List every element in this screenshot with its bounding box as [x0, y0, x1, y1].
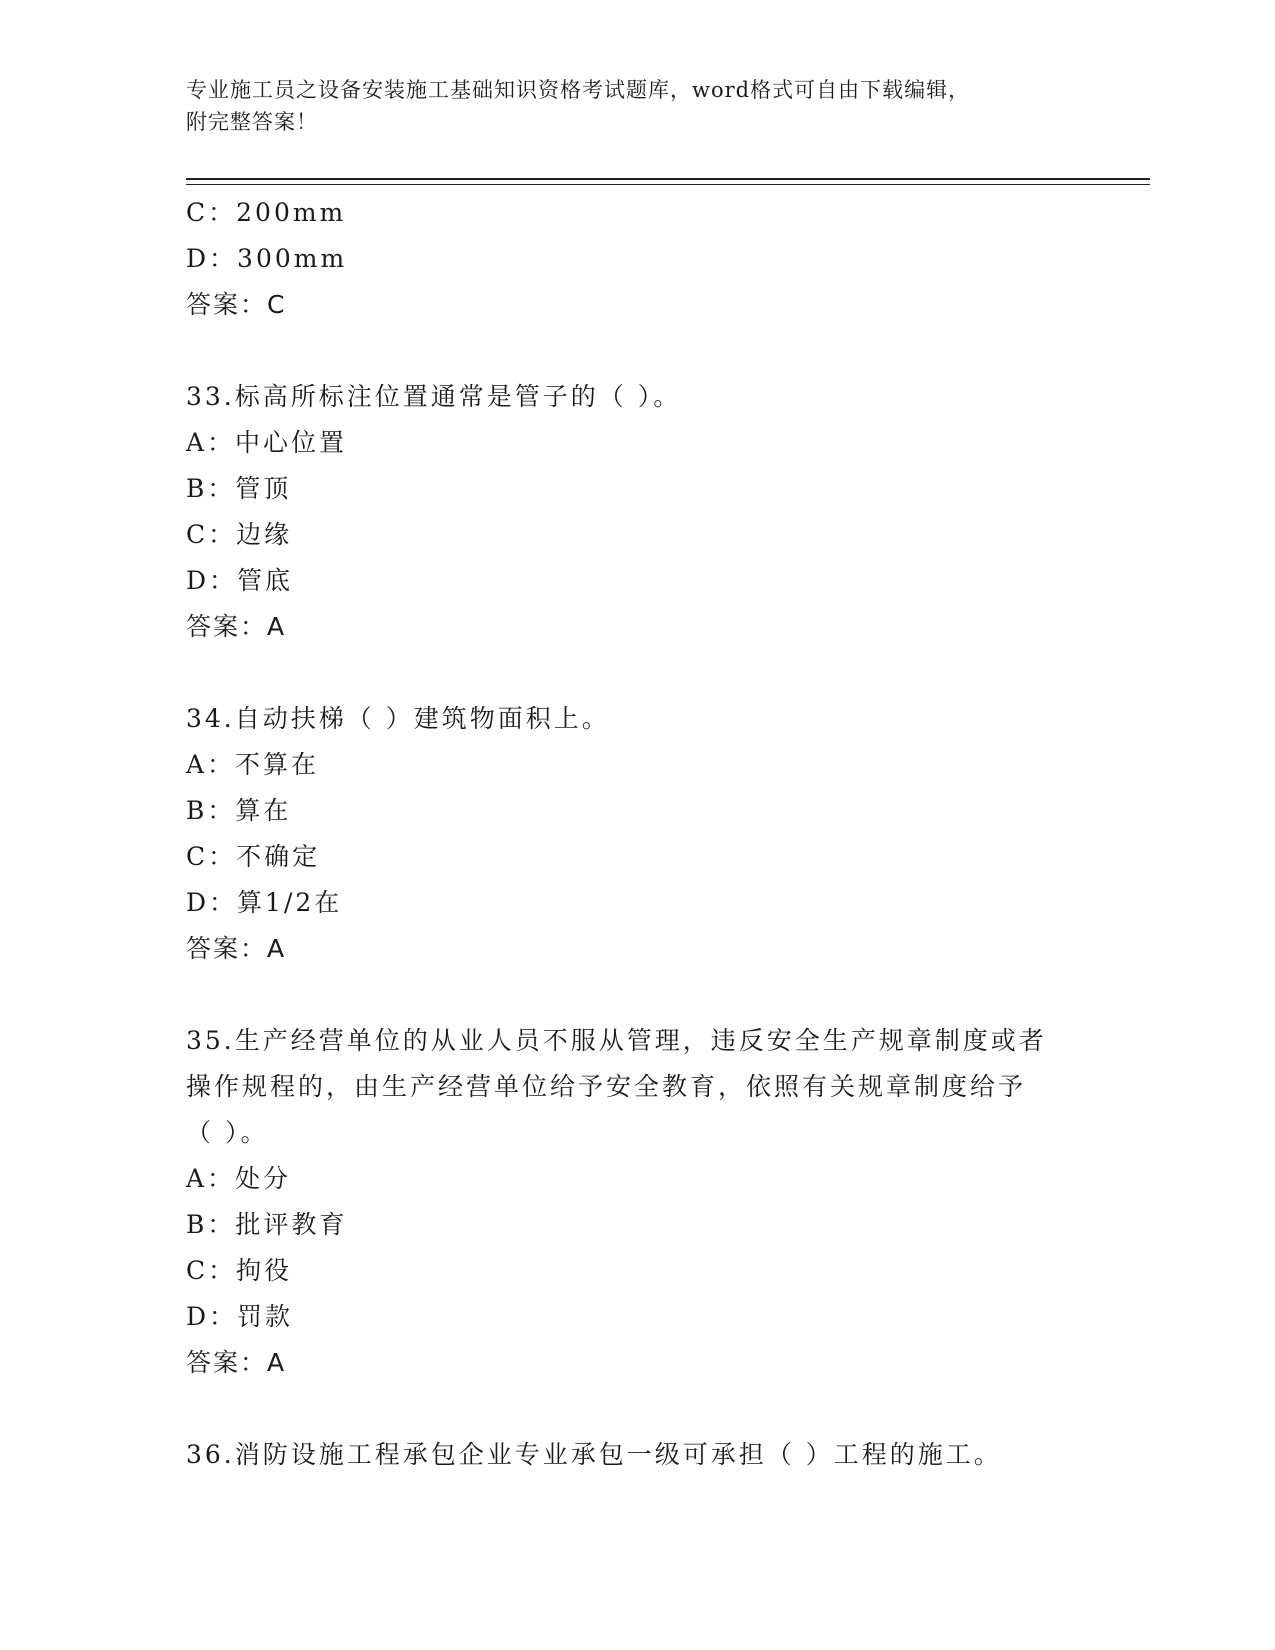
- option-d: D：罚款: [186, 1302, 294, 1331]
- header-rule-thin: [186, 184, 1150, 185]
- question-stem: 33.标高所标注位置通常是管子的（ ）。: [186, 382, 682, 411]
- option-a: A：处分: [186, 1164, 292, 1193]
- spacer: [186, 1386, 1106, 1432]
- option-a: A：中心位置: [186, 428, 348, 457]
- answer-line: 答案：A: [186, 934, 287, 963]
- question-34: [186, 696, 1106, 972]
- option-d: D：管底: [186, 566, 294, 595]
- header-line-2: 附完整答案！: [186, 110, 318, 134]
- question-list: [186, 190, 1106, 1478]
- option-c: C：不确定: [186, 842, 321, 871]
- answer-line: 答案：A: [186, 1348, 287, 1377]
- option-b: B：管顶: [186, 474, 292, 503]
- question-36: [186, 1432, 1106, 1478]
- spacer: [186, 650, 1106, 696]
- answer-line: 答案：A: [186, 612, 287, 641]
- question-stem-line-2: 操作规程的，由生产经营单位给予安全教育，依照有关规章制度给予: [186, 1072, 1027, 1101]
- answer-line: 答案：C: [186, 290, 287, 319]
- option-d: D：300mm: [186, 244, 348, 273]
- option-b: B：批评教育: [186, 1210, 348, 1239]
- option-c: C：200mm: [186, 198, 347, 227]
- question-stem: 34.自动扶梯（ ）建筑物面积上。: [186, 704, 610, 733]
- document-header: [186, 74, 1086, 138]
- header-rule-thick: [186, 178, 1150, 180]
- question-stem-line-1: 35.生产经营单位的从业人员不服从管理，违反安全生产规章制度或者: [186, 1026, 1047, 1055]
- question-33: [186, 374, 1106, 650]
- option-c: C：边缘: [186, 520, 293, 549]
- option-b: B：算在: [186, 796, 292, 825]
- header-line-1: 专业施工员之设备安装施工基础知识资格考试题库，word格式可自由下载编辑，: [186, 78, 971, 102]
- question-35: [186, 1018, 1106, 1386]
- option-d: D：算1/2在: [186, 888, 343, 917]
- option-c: C：拘役: [186, 1256, 293, 1285]
- option-a: A：不算在: [186, 750, 320, 779]
- question-stem: 36.消防设施工程承包企业专业承包一级可承担（ ）工程的施工。: [186, 1440, 1002, 1469]
- question-stem-line-3: （ ）。: [186, 1118, 269, 1147]
- spacer: [186, 972, 1106, 1018]
- question-partial: [186, 190, 1106, 328]
- spacer: [186, 328, 1106, 374]
